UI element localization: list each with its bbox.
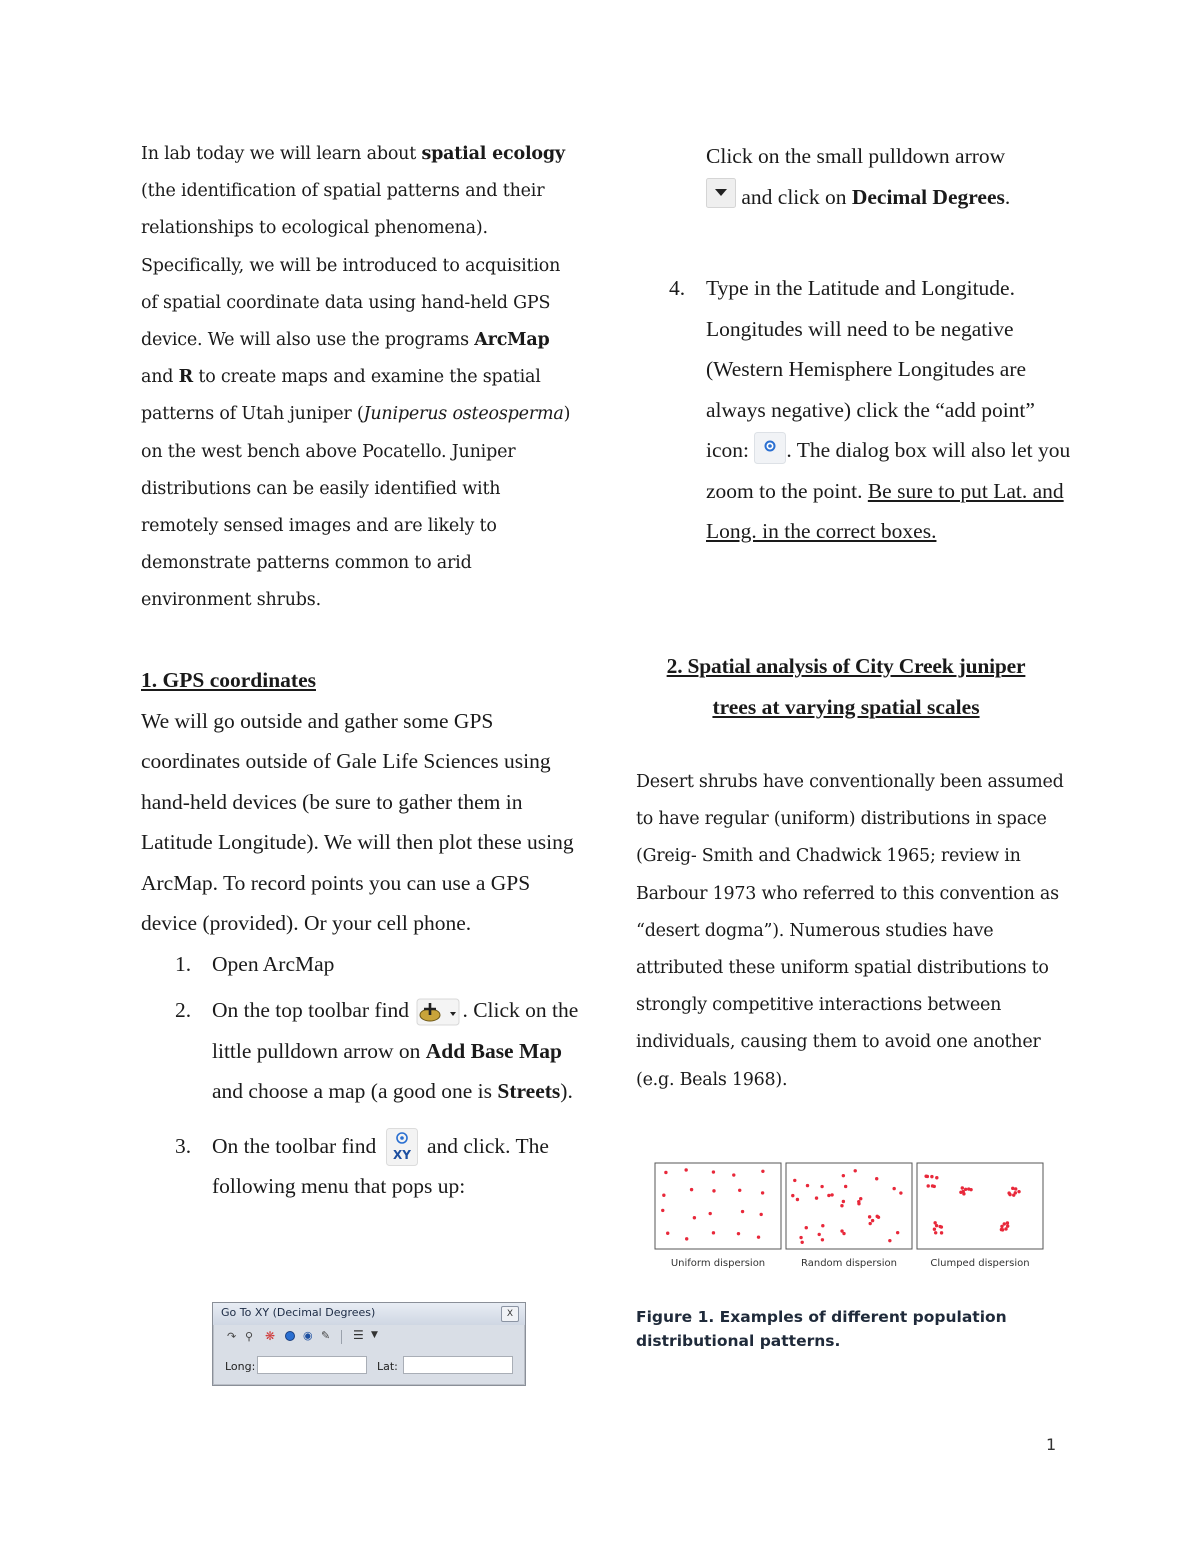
random-dot (842, 1232, 845, 1235)
uniform-dot (732, 1173, 735, 1176)
zoom-to-icon[interactable]: ↷ (227, 1330, 237, 1343)
panel-random (786, 1163, 912, 1249)
random-dot (821, 1224, 824, 1227)
random-dot (821, 1238, 824, 1241)
add-labeled-point-icon[interactable]: ◉ (303, 1329, 313, 1342)
panel-uniform (655, 1163, 781, 1249)
uniform-dot (661, 1209, 664, 1212)
panel-label-uniform: Uniform dispersion (670, 1258, 766, 1269)
clumped-dot (1006, 1224, 1009, 1227)
random-dot (793, 1179, 796, 1182)
clumped-dot (1004, 1227, 1007, 1230)
pulldown-arrow-icon[interactable] (706, 178, 736, 208)
lat-label: Lat: (377, 1360, 398, 1373)
long-label: Long: (225, 1360, 256, 1373)
uniform-dot (712, 1189, 715, 1192)
random-dot (842, 1200, 845, 1203)
intro-paragraph: In lab today we will learn about spatial ecology (the identification of spatial patterns and their relationships to ecological phenomena). Specifically, we will be introduced to acquisition of spatial coordinate data using hand-held GPS device. We will also use the programs ArcMap and R to create maps and examine the spatial patterns of Utah juniper (Juniperus osteosperma) on the west bench above Pocatello. Juniper distributions can be easily identified with remotely sensed images and are likely to demonstrate patterns common to arid environment shrubs. (141, 144, 571, 611)
random-dot (806, 1184, 809, 1187)
uniform-dot (741, 1210, 744, 1213)
dialog-toolbar (221, 1328, 521, 1348)
clumped-dot (940, 1225, 943, 1228)
clumped-dot (931, 1184, 934, 1187)
add-point-icon[interactable] (285, 1331, 295, 1341)
section-1 (141, 660, 581, 1207)
units-menu-icon[interactable]: ☰ (353, 1328, 364, 1342)
lat-input[interactable] (403, 1356, 513, 1374)
clumped-dot (1017, 1190, 1020, 1193)
panel-label-random: Random dispersion (801, 1258, 897, 1269)
page-number: 1 (1046, 1435, 1057, 1454)
pan-to-icon[interactable]: ⚲ (245, 1330, 254, 1343)
section-1-heading: 1. GPS coordinates (141, 668, 316, 692)
panel-label-clumped: Clumped dispersion (930, 1258, 1030, 1269)
clumped-dot (1008, 1193, 1011, 1196)
random-dot (800, 1241, 803, 1244)
random-dot (796, 1198, 799, 1201)
uniform-dot (759, 1213, 762, 1216)
uniform-dot (737, 1232, 740, 1235)
figure-caption: Figure 1. Examples of different population distributional patterns. (636, 1308, 1007, 1350)
clumped-dot (933, 1228, 936, 1231)
uniform-dot (685, 1237, 688, 1240)
random-dot (892, 1187, 895, 1190)
dialog-title: Go To XY (Decimal Degrees) (221, 1306, 376, 1319)
add-point-icon[interactable] (754, 432, 786, 464)
random-dot (791, 1194, 794, 1197)
clumped-dot (1006, 1221, 1009, 1224)
list-item: 2. On the top toolbar find . Click on the little pulldown arrow on Add Base Map and choose a map (a good one is Streets). (175, 998, 579, 1103)
xy-icon-label: XY (392, 1148, 411, 1162)
uniform-dot (684, 1168, 687, 1171)
clumped-dot (1011, 1187, 1014, 1190)
clumped-dot (964, 1188, 967, 1191)
random-dot (899, 1191, 902, 1194)
random-dot (888, 1239, 891, 1242)
section-1-paragraph: We will go outside and gather some GPS coordinates outside of Gale Life Sciences using hand-held devices (be sure to gather them in Latitude Longitude). We will then plot these using ArcMap. To record points you can use a GPS device (provided). Or your cell phone. (141, 708, 574, 935)
random-dot (830, 1193, 833, 1196)
close-button[interactable]: X (501, 1306, 519, 1322)
random-dot (854, 1169, 857, 1172)
pulldown-instruction: Click on the small pulldown arrow and click on Decimal Degrees. (706, 144, 1011, 209)
step-4 (669, 268, 1071, 552)
random-dot (799, 1236, 802, 1239)
random-dot (842, 1174, 845, 1177)
random-dot (818, 1233, 821, 1236)
clumped-dot (935, 1176, 938, 1179)
clumped-dot (1001, 1228, 1004, 1231)
add-callout-icon[interactable]: ✎ (321, 1329, 331, 1342)
clumped-dot (934, 1231, 937, 1234)
toolbar-divider (341, 1330, 342, 1344)
random-dot (871, 1219, 874, 1222)
dispersion-figure-svg (654, 1162, 1046, 1272)
list-item-number: 4. (669, 276, 686, 300)
step-4-text: Type in the Latitude and Longitude. Longitudes will need to be negative (Western Hemisphere Longitudes are always negative) click the “add point” icon: . The dialog box will also let you zoom to the point. Be sure to put Lat. and Long. in the correct boxes. (706, 276, 1071, 543)
random-dot (868, 1222, 871, 1225)
uniform-dot (712, 1231, 715, 1234)
right-paragraph: Desert shrubs have conventionally been assumed to have regular (uniform) distributions in space (Greig- Smith and Chadwick 1965; review in Barbour 1973 who referred to this convention as “desert dogma”). Numerous studies have attributed these uniform spatial distributions to strongly competitive interactions between individuals, causing them to avoid one another (e.g. Beals 1968). (636, 772, 1064, 1090)
random-dot (857, 1202, 860, 1205)
clumped-dot (1000, 1225, 1003, 1228)
dispersion-figure (654, 1162, 1046, 1272)
clumped-dot (967, 1187, 970, 1190)
clumped-dot (927, 1184, 930, 1187)
uniform-dot (761, 1191, 764, 1194)
steps-list (141, 944, 581, 1207)
go-to-xy-icon[interactable] (386, 1128, 418, 1166)
go-to-xy-dialog (212, 1302, 526, 1386)
uniform-dot (738, 1189, 741, 1192)
list-item: 1. Open ArcMap (175, 951, 335, 976)
clumped-dot (1014, 1187, 1017, 1190)
add-basemap-icon[interactable] (416, 998, 460, 1026)
uniform-dot (690, 1188, 693, 1191)
uniform-dot (666, 1232, 669, 1235)
random-dot (859, 1197, 862, 1200)
random-dot (827, 1194, 830, 1197)
clumped-dot (924, 1175, 927, 1178)
clumped-dot (1012, 1193, 1015, 1196)
left-column (141, 136, 571, 620)
panel-clumped (917, 1163, 1043, 1249)
uniform-dot (712, 1170, 715, 1173)
clumped-dot (940, 1231, 943, 1234)
clumped-dot (930, 1175, 933, 1178)
random-dot (805, 1226, 808, 1229)
uniform-dot (757, 1235, 760, 1238)
uniform-dot (761, 1170, 764, 1173)
long-input[interactable] (257, 1356, 367, 1374)
chevron-down-icon[interactable]: ▼ (371, 1330, 378, 1340)
random-dot (820, 1185, 823, 1188)
random-dot (896, 1231, 899, 1234)
uniform-dot (662, 1194, 665, 1197)
right-column-top (706, 136, 1076, 217)
clumped-dot (961, 1186, 964, 1189)
list-item: 3. On the toolbar find XY and click. The following menu that pops up: (141, 1126, 581, 1207)
random-dot (844, 1185, 847, 1188)
random-dot (875, 1177, 878, 1180)
flash-icon[interactable]: ❋ (265, 1329, 276, 1343)
clumped-dot (935, 1224, 938, 1227)
uniform-dot (709, 1212, 712, 1215)
dialog-titlebar (213, 1303, 525, 1325)
uniform-dot (664, 1171, 667, 1174)
random-dot (815, 1196, 818, 1199)
uniform-dot (693, 1216, 696, 1219)
random-dot (876, 1215, 879, 1218)
random-dot (868, 1215, 871, 1218)
section-2-heading: 2. Spatial analysis of City Creek juniper trees at varying spatial scales (666, 654, 1026, 719)
random-dot (840, 1204, 843, 1207)
